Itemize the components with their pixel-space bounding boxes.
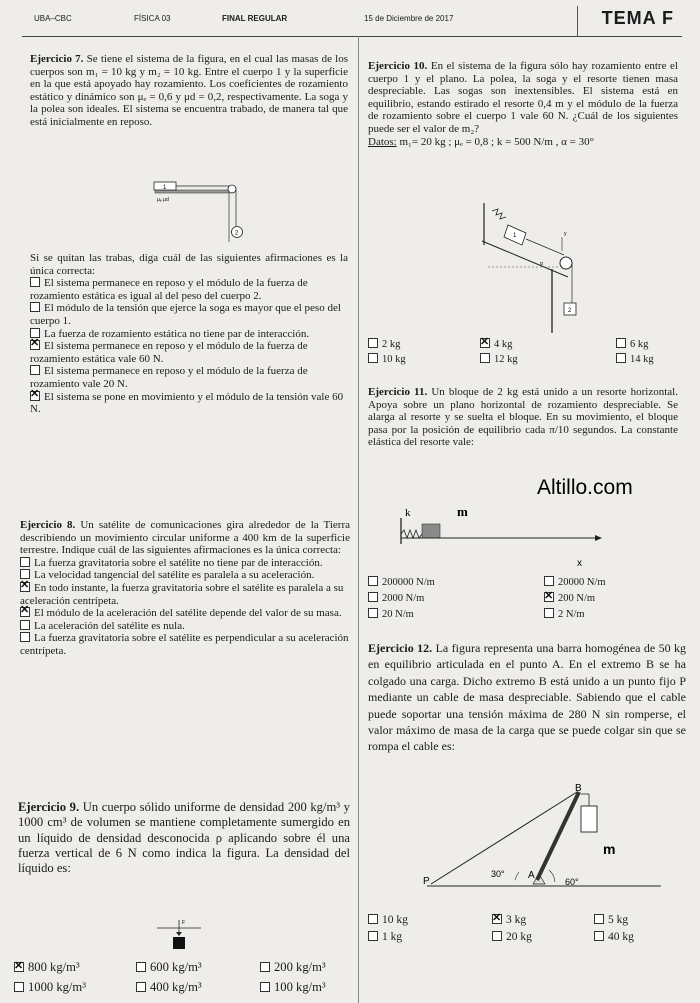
exercise-11-x-arrowhead <box>595 535 602 541</box>
exercise-10-option-2[interactable]: ✕ 4 kg <box>480 338 512 350</box>
exercise-10-body-1-label: 1 <box>513 233 517 239</box>
exercise-10-figure <box>478 195 588 335</box>
exercise-7-option-4[interactable]: ✕El sistema permanece en reposo y el módulo de la fuerza de rozamiento estática vale 60 N. <box>30 340 348 365</box>
checkbox[interactable] <box>14 982 24 992</box>
exercise-7-statement <box>30 53 348 129</box>
exercise-11-block <box>368 386 678 449</box>
exercise-12-title: Ejercicio 12. <box>368 641 433 655</box>
checkbox[interactable] <box>136 962 146 972</box>
exercise-12-angle-arc-2 <box>549 870 555 882</box>
checkbox-checked[interactable] <box>30 340 40 350</box>
exercise-12-angle-1: 30° <box>491 869 505 879</box>
checkbox[interactable] <box>20 632 30 642</box>
exercise-11-spring <box>401 530 422 538</box>
checkbox[interactable] <box>594 914 604 924</box>
exercise-10-spring <box>492 209 506 219</box>
exercise-9-title: Ejercicio 9. <box>18 800 80 814</box>
checkbox[interactable] <box>30 277 40 287</box>
exercise-8-option-5[interactable]: La aceleración del satélite es nula. <box>20 620 350 633</box>
checkbox[interactable] <box>260 962 270 972</box>
subject-label: FÍSICA 03 <box>134 14 171 23</box>
exercise-7-pulley <box>228 185 236 193</box>
checkbox[interactable] <box>30 328 40 338</box>
exam-date: 15 de Diciembre de 2017 <box>364 14 454 23</box>
exercise-7-question: Si se quitan las trabas, diga cuál de las siguientes afirmaciones es la única correcta: <box>30 252 348 277</box>
exercise-12-load <box>581 806 597 832</box>
exam-type-label: FINAL REGULAR <box>222 14 288 23</box>
checkbox[interactable] <box>30 302 40 312</box>
exercise-7-body-2-label: 2 <box>235 230 239 237</box>
exercise-7-title: Ejercicio 7. <box>30 53 84 65</box>
exercise-12-option-2[interactable]: ✕ 3 kg <box>492 914 526 926</box>
exercise-12-options <box>368 914 678 948</box>
exercise-12-option-4[interactable]: 1 kg <box>368 931 402 943</box>
exercise-12-option-3[interactable]: 5 kg <box>594 914 628 926</box>
checkbox[interactable] <box>368 931 378 941</box>
exercise-11-options <box>368 576 678 624</box>
exercise-7-question-block <box>30 252 348 416</box>
exercise-12-option-5[interactable]: 20 kg <box>492 931 532 943</box>
exercise-10-datos-label: Datos: <box>368 135 397 148</box>
checkbox[interactable] <box>30 365 40 375</box>
exercise-9-solid-body <box>173 937 185 949</box>
exercise-11-option-4[interactable]: ✕ 200 N/m <box>544 592 595 604</box>
exercise-11-option-1[interactable]: 200000 N/m <box>368 576 435 588</box>
exercise-10-options <box>368 338 678 372</box>
exercise-8-option-6[interactable]: La fuerza gravitatoria sobre el satélite es perpendicular a su aceleración centrípeta. <box>20 632 349 657</box>
checkbox[interactable] <box>368 914 378 924</box>
exercise-7-option-6[interactable]: ✕El sistema se pone en movimiento y el módulo de la tensión vale 60 N. <box>30 391 348 416</box>
exercise-7-option-2[interactable]: El módulo de la tensión que ejerce la soga es mayor que el peso del cuerpo 1. <box>30 302 341 327</box>
exercise-10-rope <box>526 239 564 255</box>
exercise-10-option-1[interactable]: 2 kg <box>368 338 400 350</box>
exercise-11-block-mass <box>422 524 440 538</box>
checkbox-checked[interactable] <box>480 338 490 348</box>
exercise-12-p-label: P <box>423 876 430 887</box>
exercise-9-option-3[interactable]: 200 kg/m³ <box>260 960 326 975</box>
exercise-10-option-3[interactable]: 6 kg <box>616 338 648 350</box>
checkbox-checked[interactable] <box>544 592 554 602</box>
exercise-9-force-label: F <box>182 920 186 926</box>
exercise-11-x-label: x <box>577 558 582 569</box>
exercise-9-text: Un cuerpo sólido uniforme de densidad 200 kg/m³ y 1000 cm³ de volumen se mantiene completamente sumergido en un líquido de densidad desconocida ρ aplicando sobre él una fuerza vertical de 6 N como indica la figura. La densidad del líquido es: <box>18 800 350 876</box>
checkbox[interactable] <box>616 353 626 363</box>
checkbox[interactable] <box>368 338 378 348</box>
exercise-10-option-4[interactable]: 10 kg <box>368 353 406 365</box>
checkbox[interactable] <box>544 576 554 586</box>
exercise-7-body-1-label: 1 <box>163 185 167 191</box>
exercise-9-option-5[interactable]: 400 kg/m³ <box>136 980 202 995</box>
exercise-11-k-label: k <box>405 507 411 519</box>
exercise-8-text: Un satélite de comunicaciones gira alrededor de la Tierra describiendo un movimiento circular uniforme a 400 km de la superficie terrestre. Indique cuál de las siguientes afirmaciones es la única correcta: <box>20 519 350 557</box>
header-divider <box>577 6 578 36</box>
exercise-11-m-label: m <box>457 504 468 519</box>
checkbox-checked[interactable] <box>14 962 24 972</box>
exercise-9-option-4[interactable]: 1000 kg/m³ <box>14 980 86 995</box>
exercise-9-figure <box>155 918 205 954</box>
exercise-9-option-6[interactable]: 100 kg/m³ <box>260 980 326 995</box>
exercise-9-option-1[interactable]: ✕800 kg/m³ <box>14 960 80 975</box>
exercise-11-figure <box>395 500 605 570</box>
checkbox-crossed[interactable] <box>30 391 40 401</box>
exercise-12-b-label: B <box>575 783 582 794</box>
exercise-12-bar <box>537 792 579 880</box>
exercise-9-block <box>18 800 350 876</box>
checkbox[interactable] <box>594 931 604 941</box>
checkbox[interactable] <box>544 608 554 618</box>
exercise-10-option-5[interactable]: 12 kg <box>480 353 518 365</box>
exercise-7-figure <box>150 176 250 246</box>
exercise-12-a-label: A <box>528 870 535 881</box>
checkbox[interactable] <box>136 982 146 992</box>
checkbox[interactable] <box>616 338 626 348</box>
exercise-8-title: Ejercicio 8. <box>20 519 76 531</box>
exercise-11-option-3[interactable]: 2000 N/m <box>368 592 424 604</box>
exercise-12-angle-arc-1 <box>515 872 519 880</box>
exercise-8-block <box>20 519 350 658</box>
checkbox[interactable] <box>260 982 270 992</box>
exercise-12-m-label: m <box>603 841 616 857</box>
exercise-7-option-1[interactable]: El sistema permanece en reposo y el módulo de la fuerza de rozamiento estática es igual al del peso del cuerpo 2. <box>30 277 308 302</box>
exercise-12-block <box>368 640 686 755</box>
checkbox[interactable] <box>368 592 378 602</box>
tema-label: TEMA F <box>601 8 674 28</box>
exercise-10-block <box>368 60 678 148</box>
exercise-8-option-2[interactable]: La velocidad tangencial del satélite es paralela a su aceleración. <box>20 569 350 582</box>
checkbox[interactable] <box>480 353 490 363</box>
exercise-12-option-1[interactable]: 10 kg <box>368 914 408 926</box>
exercise-11-text: Un bloque de 2 kg está unido a un resorte horizontal. Apoya sobre un plano horizontal de rozamiento despreciable. Se alarga al resorte y se suelta el bloque. En su movimiento, el bloque pasa por la posición de equilibrio cada π/10 segundos. La constante elástica del resorte vale: <box>368 386 678 449</box>
checkbox[interactable] <box>20 569 30 579</box>
exercise-12-angle-2: 60° <box>565 877 579 887</box>
column-divider <box>358 36 359 1003</box>
exam-header <box>22 6 682 37</box>
checkbox[interactable] <box>20 620 30 630</box>
checkbox[interactable] <box>20 557 30 567</box>
exercise-7-option-3[interactable]: La fuerza de rozamiento estática no tiene par de interacción. <box>30 328 348 341</box>
checkbox-checked[interactable] <box>492 914 502 924</box>
exercise-12-figure <box>415 778 665 896</box>
exercise-11-title: Ejercicio 11. <box>368 386 428 398</box>
exercise-11-option-5[interactable]: 20 N/m <box>368 608 414 620</box>
exercise-10-pulley <box>560 257 572 269</box>
exercise-10-text: En el sistema de la figura sólo hay rozamiento entre el cuerpo 1 y el plano. La polea, la soga y el resorte tienen masa despreciable. Las sogas son inextensibles. El sistema está en equilibrio, estando estirado el resorte 0,4 m y el módulo de la fuerza de rozamiento sobre el cuerpo 1 vale 60 N. ¿Cuál de los siguientes puede ser el valor de m₂? <box>368 60 678 135</box>
exercise-10-option-6[interactable]: 14 kg <box>616 353 654 365</box>
checkbox[interactable] <box>368 353 378 363</box>
exercise-12-option-6[interactable]: 40 kg <box>594 931 634 943</box>
exercise-9-options <box>14 960 354 1000</box>
checkbox-crossed[interactable] <box>20 607 30 617</box>
checkbox[interactable] <box>492 931 502 941</box>
exercise-7-text: Se tiene el sistema de la figura, en el cual las masas de los cuerpos son m₁ = 10 kg y m₂ = 10 kg. Entre el cuerpo 1 y la superficie en la que está apoyado hay rozamiento. Los coeficientes de rozamiento estático y dinámico son μₑ = 0,6 y μd = 0,2, respectivamente. La soga y la polea son ideales. El sistema se encuentra trabado, de manera tal que está inicialmente en reposo. <box>30 53 348 128</box>
exercise-11-option-2[interactable]: 20000 N/m <box>544 576 606 588</box>
exercise-10-title: Ejercicio 10. <box>368 60 428 72</box>
exercise-10-incline <box>482 241 568 277</box>
exercise-10-body-2-label: 2 <box>568 308 572 314</box>
exercise-7-mu-label: μₑ μd <box>157 197 169 203</box>
checkbox[interactable] <box>368 608 378 618</box>
checkbox[interactable] <box>368 576 378 586</box>
exercise-12-text: La figura representa una barra homogénea de 50 kg en equilibrio articulada en el punto A. En el extremo B se ha colgado una carga. Dicho extremo B está unido a un punto fijo P mediante un cable de masa despreciable. Sabiendo que el cable puede soportar una tensión máxima de 280 N sin romperse, el valor máximo de masa de la carga que se puede colgar sin que se rompa el cable es: <box>368 641 687 754</box>
checkbox-checked[interactable] <box>20 582 30 592</box>
exercise-7-option-5[interactable]: El sistema permanece en reposo y el módulo de la fuerza de rozamiento vale 20 N. <box>30 365 308 390</box>
watermark: Altillo.com <box>537 476 633 499</box>
exercise-11-option-6[interactable]: 2 N/m <box>544 608 585 620</box>
exercise-9-option-2[interactable]: 600 kg/m³ <box>136 960 202 975</box>
exercise-8-option-1[interactable]: La fuerza gravitatoria sobre el satélite no tiene par de interacción. <box>20 557 350 570</box>
exercise-9-force-arrowhead <box>176 932 182 936</box>
exercise-10-alpha-label: α <box>540 261 543 267</box>
exercise-8-option-3[interactable]: ✕En todo instante, la fuerza gravitatoria sobre el satélite es paralela a su aceleración centrípeta. <box>20 582 350 607</box>
exercise-8-option-4[interactable]: ✕El módulo de la aceleración del satélite depende del valor de su masa. <box>20 607 350 620</box>
exercise-10-y-label: y <box>564 231 567 237</box>
exercise-10-datos: m₁= 20 kg ; μₑ = 0,8 ; k = 500 N/m , α = 30° <box>399 135 594 148</box>
school-label: UBA–CBC <box>34 14 72 23</box>
